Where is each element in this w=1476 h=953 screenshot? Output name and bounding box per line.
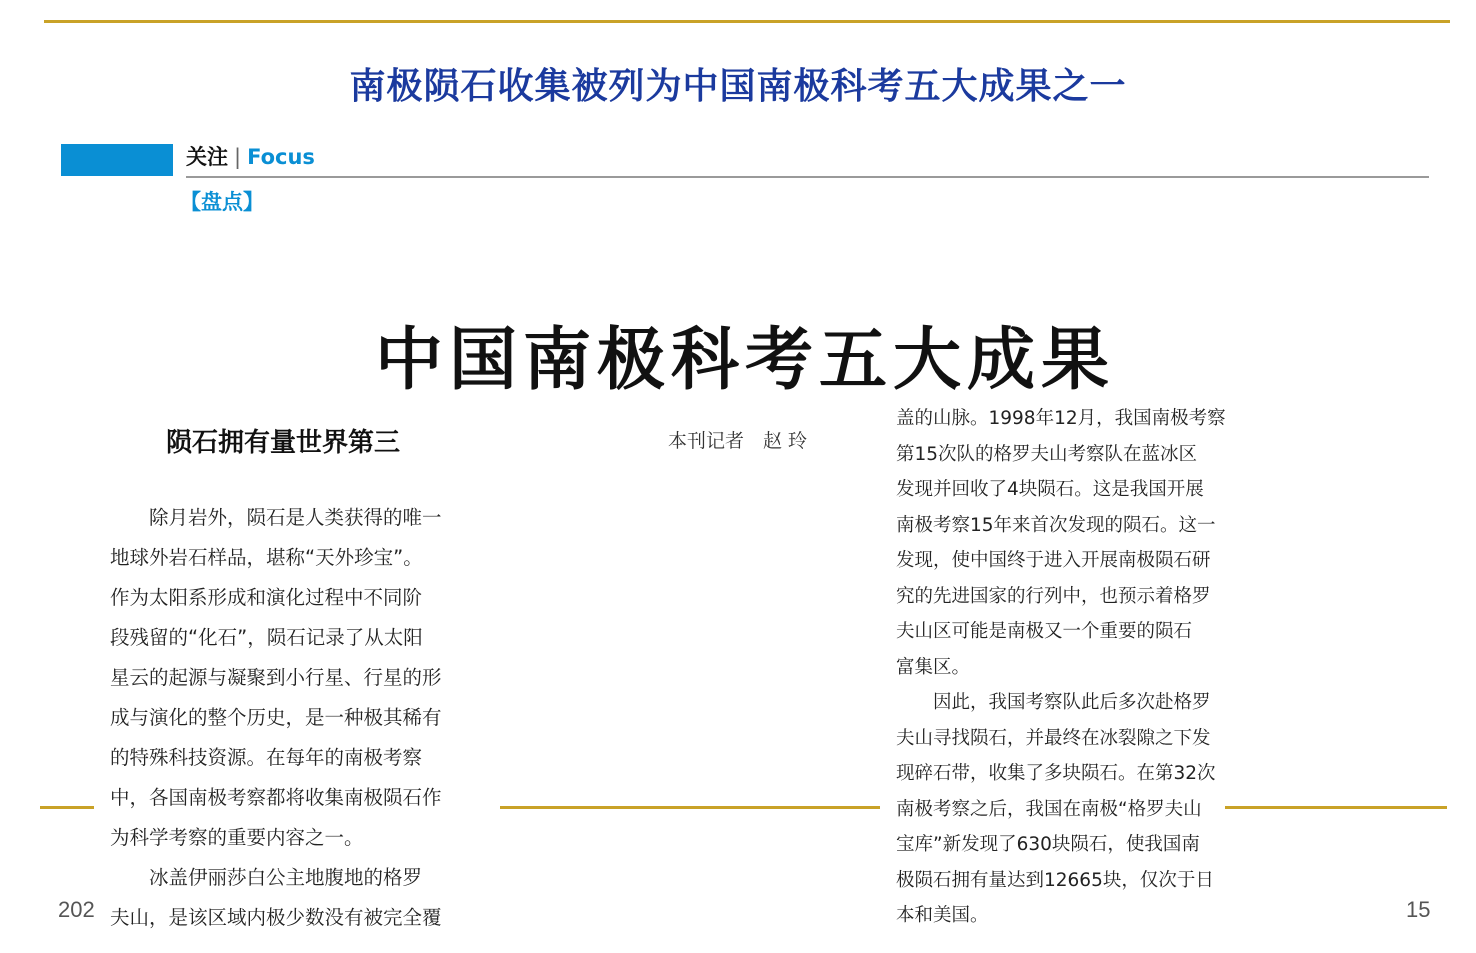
text-line: 宝库”新发现了630块陨石，使我国南 [896,834,1200,855]
mid-divider [1225,806,1447,809]
text-line: 为科学考察的重要内容之一。 [110,826,364,849]
text-line: 现碎石带，收集了多块陨石。在第32次 [896,763,1216,784]
text-line: 段残留的“化石”，陨石记录了从太阳 [110,626,423,649]
byline: 本刊记者 赵 玲 [668,430,808,452]
text-line: 中，各国南极考察都将收集南极陨石作 [110,786,442,809]
slide-title: 南极陨石收集被列为中国南极科考五大成果之一 [349,66,1127,107]
text-line: 盖的山脉。1998年12月，我国南极考察 [896,408,1226,429]
text-line: 星云的起源与凝聚到小行星、行星的形 [110,666,442,689]
text-line: 除月岩外，陨石是人类获得的唯一 [149,506,442,529]
mid-divider [40,806,94,809]
text-line: 地球外岩石样品，堪称“天外珍宝”。 [110,546,423,569]
text-line: 发现，使中国终于进入开展南极陨石研 [896,550,1211,571]
article-title: 中国南极科考五大成果 [374,320,1115,400]
section-header [186,142,315,172]
text-line: 夫山，是该区域内极少数没有被完全覆 [110,906,442,929]
text-line: 发现并回收了4块陨石。这是我国开展 [896,479,1204,500]
right-text-column [896,401,1226,934]
section-heading: 陨石拥有量世界第三 [166,428,401,458]
section-label-cn: 关注 [186,145,228,169]
text-line: 本和美国。 [896,905,989,926]
text-line: 成与演化的整个历史，是一种极其稀有 [110,706,442,729]
text-line: 究的先进国家的行列中，也预示着格罗 [896,585,1211,607]
focus-color-bar [61,144,173,176]
text-line: 富集区。 [896,656,971,678]
mid-divider [500,806,880,809]
text-line: 作为太阳系形成和演化过程中不同阶 [110,586,423,609]
category-tag: 【盘点】 [180,190,264,214]
text-line: 第15次队的格罗夫山考察队在蓝冰区 [896,443,1198,465]
text-line: 极陨石拥有量达到12665块，仅次于日 [896,869,1214,891]
top-divider [44,20,1450,23]
text-line: 夫山区可能是南极又一个重要的陨石 [896,621,1193,642]
footer-date: 202 [58,897,95,922]
text-line: 南极考察15年来首次发现的陨石。这一 [896,514,1216,536]
text-line: 的特殊科技资源。在每年的南极考察 [110,746,423,769]
text-line: 因此，我国考察队此后多次赴格罗 [933,692,1211,713]
page-number: 15 [1406,897,1431,922]
text-line: 冰盖伊丽莎白公主地腹地的格罗 [149,866,423,889]
section-separator: | [234,145,242,169]
section-rule [186,176,1429,178]
text-line: 南极考察之后，我国在南极“格罗夫山 [896,798,1202,820]
text-line: 夫山寻找陨石，并最终在冰裂隙之下发 [896,727,1211,749]
section-label-en: Focus [247,145,315,169]
left-text-column [110,498,442,938]
